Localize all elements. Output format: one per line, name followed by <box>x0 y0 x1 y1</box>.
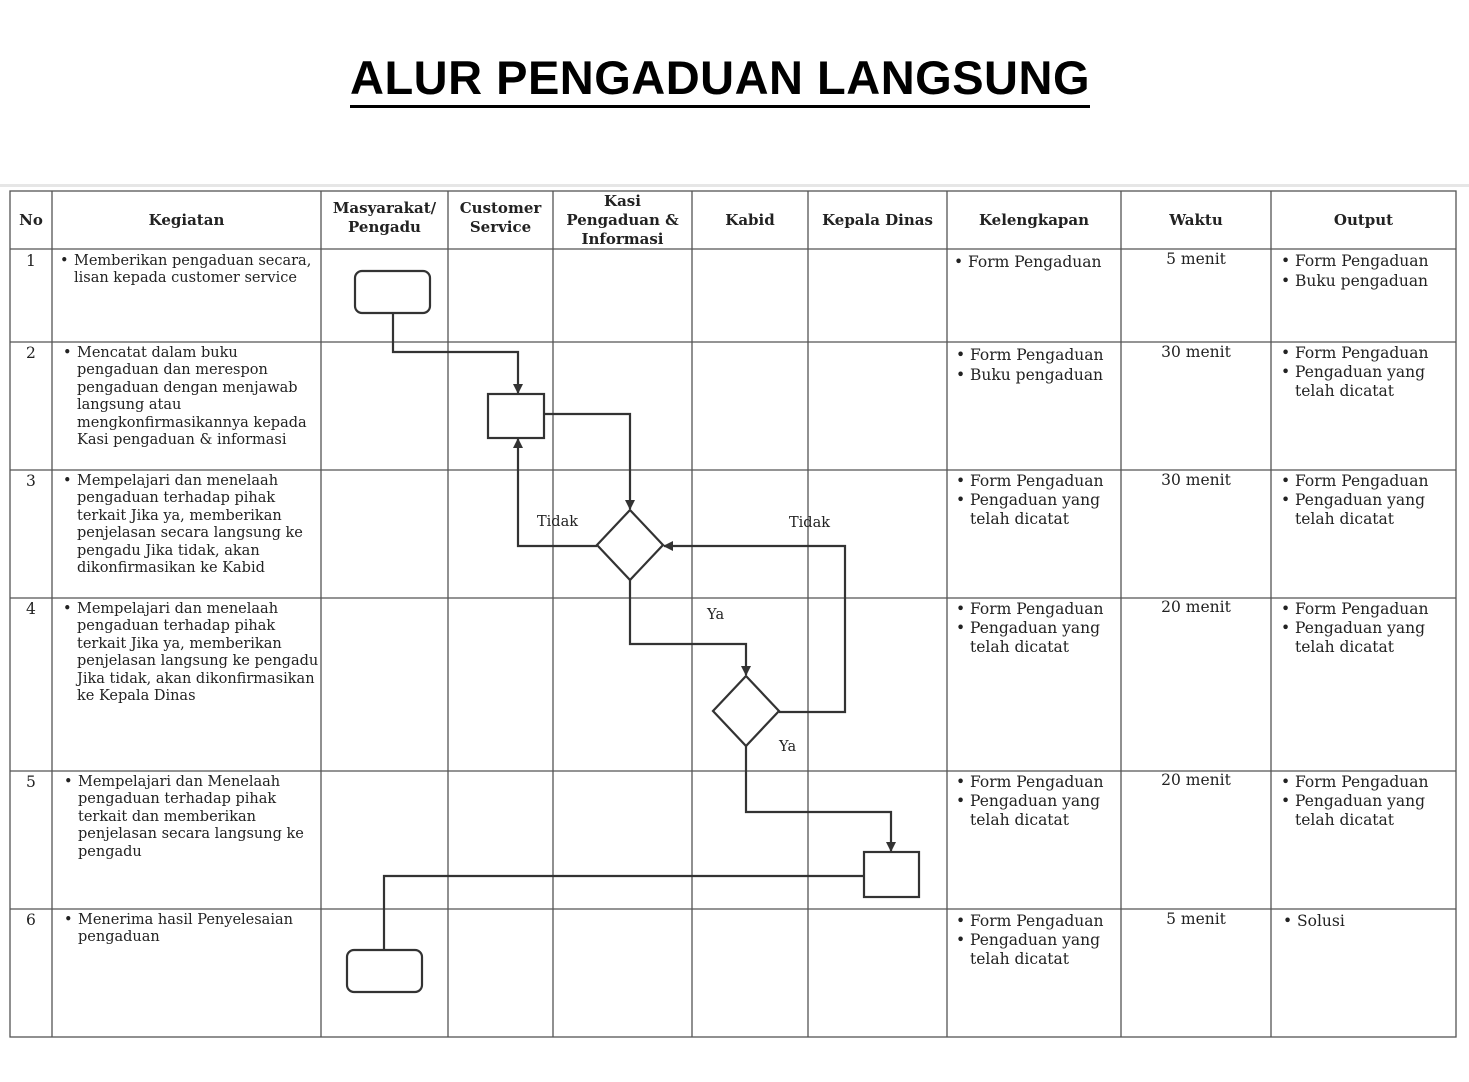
row-kelengkapan: • Form Pengaduan • Pengaduan yang telah dicatat <box>956 472 1118 529</box>
header-kepala-dinas: Kepala Dinas <box>822 210 933 229</box>
row-waktu: 20 menit <box>1161 771 1231 789</box>
row-output: • Form Pengaduan • Pengaduan yang telah dicatat <box>1281 773 1453 830</box>
row-activity: • Memberikan pengaduan secara, lisan kepada customer service <box>60 253 318 288</box>
header-kelengkapan: Kelengkapan <box>978 210 1090 229</box>
header-kasi: Kasi Pengaduan & Informasi <box>566 191 679 248</box>
row-waktu: 30 menit <box>1161 471 1231 489</box>
arrow-kasi-ya-to-kabid <box>630 580 746 675</box>
row-waktu: 5 menit <box>1166 910 1226 928</box>
row-number: 6 <box>26 911 36 929</box>
label-tidak-kabid: Tidak <box>789 515 831 531</box>
row-activity: • Menerima hasil Penyelesaian pengaduan <box>64 912 312 947</box>
row-output: • Form Pengaduan • Pengaduan yang telah dicatat <box>1281 600 1453 657</box>
header-masyarakat: Masyarakat/ Pengadu <box>332 199 437 236</box>
arrow-kabid-tidak-to-kasi <box>664 546 845 712</box>
header-output: Output <box>1333 210 1394 229</box>
row-activity: • Mempelajari dan Menelaah pengaduan terhadap pihak terkait dan memberikan penjelasan secara langsung ke pengadu <box>64 774 312 861</box>
row-kelengkapan: • Form Pengaduan • Buku pengaduan <box>956 345 1120 385</box>
kadis-process-box <box>864 852 919 897</box>
line-kadis-to-end <box>384 876 864 950</box>
row-kelengkapan: • Form Pengaduan • Pengaduan yang telah dicatat <box>956 773 1118 830</box>
row-number: 5 <box>26 773 36 791</box>
arrow-start-to-cs <box>393 313 518 393</box>
label-ya-kabid: Ya <box>779 739 797 755</box>
row-kelengkapan: • Form Pengaduan • Pengaduan yang telah dicatat <box>956 600 1118 657</box>
start-terminator <box>355 271 430 313</box>
row-output: • Form Pengaduan • Buku pengaduan <box>1281 251 1453 291</box>
row-output: • Form Pengaduan • Pengaduan yang telah dicatat <box>1281 344 1453 401</box>
end-terminator <box>347 950 422 992</box>
header-waktu: Waktu <box>1169 210 1223 229</box>
header-kabid: Kabid <box>725 210 775 229</box>
arrow-kabid-ya-to-kadis <box>746 746 891 851</box>
row-output: • Form Pengaduan • Pengaduan yang telah dicatat <box>1281 472 1453 529</box>
header-kegiatan: Kegiatan <box>148 210 225 229</box>
row-activity: • Mempelajari dan menelaah pengaduan terhadap pihak terkait Jika ya, memberikan penjelasan secara langsung ke pengadu Jika tidak, akan dikonfirmasikan ke Kabid <box>63 473 319 577</box>
kabid-decision-diamond <box>713 676 779 746</box>
row-number: 4 <box>26 600 36 618</box>
page-title: ALUR PENGADUAN LANGSUNG <box>0 50 1440 105</box>
cs-process-box <box>488 394 544 438</box>
row-waktu: 30 menit <box>1161 343 1231 361</box>
header-no: No <box>19 210 43 229</box>
header-customer-service: Customer Service <box>459 199 542 236</box>
arrow-cs-to-kasi <box>544 414 630 509</box>
row-number: 1 <box>26 252 36 270</box>
row-kelengkapan: • Form Pengaduan • Pengaduan yang telah dicatat <box>956 912 1118 969</box>
row-number: 2 <box>26 344 36 362</box>
row-kelengkapan: • Form Pengaduan <box>954 252 1118 272</box>
row-output: • Solusi <box>1283 911 1453 931</box>
row-activity: • Mempelajari dan menelaah pengaduan terhadap pihak terkait Jika ya, memberikan penjelasan langsung ke pengadu Jika tidak, akan dikonfirmasikan ke Kepala Dinas <box>63 601 319 705</box>
row-activity: • Mencatat dalam buku pengaduan dan merespon pengaduan dengan menjawab langsung atau mengkonfirmasikannya kepada Kasi pengaduan & informasi <box>63 345 318 449</box>
label-tidak-kasi: Tidak <box>537 514 579 530</box>
row-waktu: 5 menit <box>1166 250 1226 268</box>
row-number: 3 <box>26 472 36 490</box>
row-waktu: 20 menit <box>1161 598 1231 616</box>
label-ya-kasi: Ya <box>707 607 725 623</box>
kasi-decision-diamond <box>597 510 663 580</box>
